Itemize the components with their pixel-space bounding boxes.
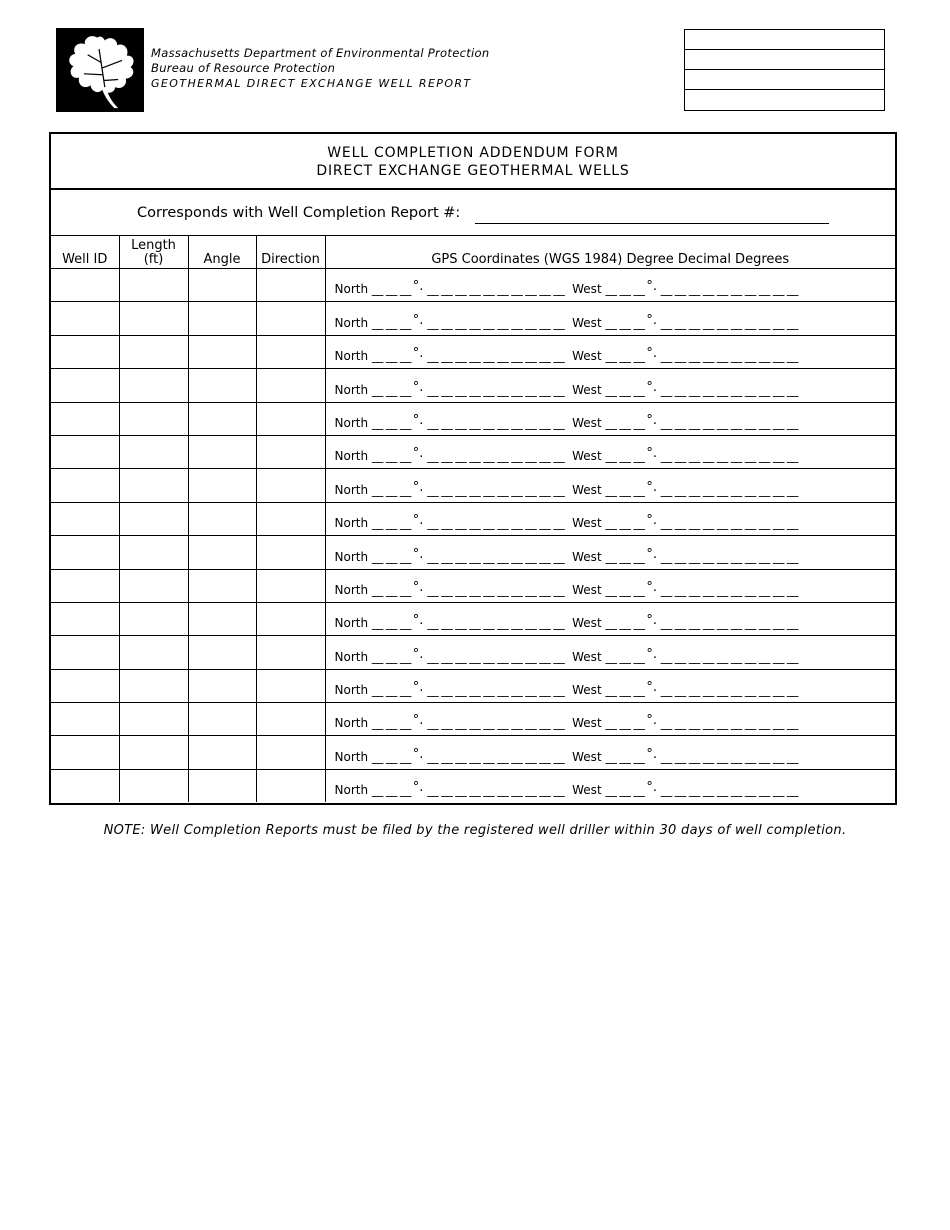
north-label: North: [334, 683, 369, 698]
degree-symbol: °.: [646, 346, 657, 362]
well-id-cell[interactable]: [51, 769, 119, 802]
west-decimal-blank[interactable]: __ __ __ __ __ __ __ __ __ __: [660, 549, 798, 564]
well-id-cell[interactable]: [51, 569, 119, 602]
west-degree-blank[interactable]: __ __ __: [605, 282, 645, 297]
table-row: [51, 602, 895, 635]
degree-symbol: °.: [412, 446, 424, 462]
degree-symbol: °.: [412, 613, 424, 629]
col-angle: Angle: [188, 236, 256, 269]
gps-cell[interactable]: [325, 602, 895, 635]
length-cell[interactable]: [119, 769, 188, 802]
west-decimal-blank[interactable]: __ __ __ __ __ __ __ __ __ __: [660, 516, 798, 531]
degree-symbol: °.: [646, 446, 657, 462]
west-label: West: [572, 683, 602, 698]
degree-symbol: °.: [412, 713, 424, 729]
table-row: [51, 335, 895, 368]
north-degree-blank[interactable]: __ __ __: [371, 482, 411, 497]
north-label: North: [334, 549, 369, 564]
west-degree-blank[interactable]: __ __ __: [605, 616, 645, 631]
direction-cell[interactable]: [256, 703, 325, 736]
west-degree-blank[interactable]: __ __ __: [605, 482, 645, 497]
gps-cell[interactable]: [325, 636, 895, 669]
west-label: West: [572, 549, 602, 564]
north-decimal-blank[interactable]: __ __ __ __ __ __ __ __ __ __: [427, 516, 565, 531]
north-label: North: [334, 716, 369, 731]
west-degree-blank[interactable]: __ __ __: [605, 749, 645, 764]
degree-symbol: °.: [412, 479, 424, 495]
degree-symbol: °.: [412, 346, 424, 362]
north-decimal-blank[interactable]: __ __ __ __ __ __ __ __ __ __: [427, 616, 565, 631]
direction-cell[interactable]: [256, 469, 325, 502]
gps-entry: [334, 279, 798, 297]
direction-cell[interactable]: [256, 769, 325, 802]
table-row: [51, 502, 895, 535]
north-label: North: [334, 516, 369, 531]
length-cell[interactable]: [119, 302, 188, 335]
gps-entry: [334, 546, 798, 565]
length-cell[interactable]: [119, 703, 188, 736]
well-id-cell[interactable]: [51, 636, 119, 669]
table-row: [51, 669, 895, 702]
degree-symbol: °.: [412, 680, 424, 696]
degree-symbol: °.: [412, 312, 424, 328]
well-id-cell[interactable]: [51, 269, 119, 302]
north-decimal-blank[interactable]: __ __ __ __ __ __ __ __ __ __: [427, 282, 565, 297]
degree-symbol: °.: [646, 379, 657, 395]
gps-entry: [334, 479, 798, 498]
col-well-id: Well ID: [51, 236, 119, 269]
west-decimal-blank[interactable]: __ __ __ __ __ __ __ __ __ __: [660, 382, 798, 397]
north-label: North: [334, 783, 369, 798]
degree-symbol: °.: [646, 412, 657, 428]
agency-block: [151, 46, 489, 91]
length-cell[interactable]: [119, 636, 188, 669]
north-degree-blank[interactable]: __ __ __: [371, 616, 411, 631]
direction-cell[interactable]: [256, 369, 325, 402]
north-label: North: [334, 649, 369, 664]
gps-cell[interactable]: [325, 669, 895, 702]
degree-symbol: °.: [646, 780, 657, 796]
angle-cell[interactable]: [188, 736, 256, 769]
north-degree-blank[interactable]: __ __ __: [371, 382, 411, 397]
west-decimal-blank[interactable]: __ __ __ __ __ __ __ __ __ __: [660, 482, 798, 497]
west-label: West: [572, 282, 602, 297]
degree-symbol: °.: [412, 780, 424, 796]
angle-cell[interactable]: [188, 703, 256, 736]
office-use-field[interactable]: [685, 70, 884, 90]
degree-symbol: °.: [646, 746, 657, 762]
corresponds-label: Corresponds with Well Completion Report #:: [137, 205, 461, 221]
north-label: North: [334, 382, 369, 397]
north-degree-blank[interactable]: __ __ __: [371, 649, 411, 664]
angle-cell[interactable]: [188, 636, 256, 669]
direction-cell[interactable]: [256, 502, 325, 535]
degree-symbol: °.: [646, 713, 657, 729]
degree-symbol: °.: [646, 613, 657, 629]
degree-symbol: °.: [646, 312, 657, 328]
length-cell[interactable]: [119, 536, 188, 569]
gps-cell[interactable]: [325, 769, 895, 802]
gps-entry: [334, 446, 798, 464]
length-cell[interactable]: [119, 269, 188, 302]
well-id-cell[interactable]: [51, 302, 119, 335]
west-decimal-blank[interactable]: __ __ __ __ __ __ __ __ __ __: [660, 449, 798, 464]
west-decimal-blank[interactable]: __ __ __ __ __ __ __ __ __ __: [660, 683, 798, 698]
north-label: North: [334, 349, 369, 364]
angle-cell[interactable]: [188, 302, 256, 335]
well-id-cell[interactable]: [51, 402, 119, 435]
west-label: West: [572, 749, 602, 764]
west-label: West: [572, 582, 602, 597]
length-cell[interactable]: [119, 469, 188, 502]
west-label: West: [572, 415, 602, 430]
degree-symbol: °.: [646, 279, 657, 295]
gps-cell[interactable]: [325, 502, 895, 535]
north-degree-blank[interactable]: __ __ __: [371, 582, 411, 597]
direction-cell[interactable]: [256, 269, 325, 302]
degree-symbol: °.: [412, 379, 424, 395]
table-row: [51, 536, 895, 569]
north-degree-blank[interactable]: __ __ __: [371, 415, 411, 430]
gps-entry: [334, 780, 798, 798]
gps-entry: [334, 346, 798, 364]
north-degree-blank[interactable]: __ __ __: [371, 516, 411, 531]
angle-cell[interactable]: [188, 435, 256, 468]
north-degree-blank[interactable]: __ __ __: [371, 749, 411, 764]
well-id-cell[interactable]: [51, 335, 119, 368]
gps-entry: [334, 579, 798, 598]
west-label: West: [572, 382, 602, 397]
west-degree-blank[interactable]: __ __ __: [605, 582, 645, 597]
north-decimal-blank[interactable]: __ __ __ __ __ __ __ __ __ __: [427, 582, 565, 597]
gps-entry: [334, 379, 798, 398]
angle-cell[interactable]: [188, 369, 256, 402]
angle-cell[interactable]: [188, 602, 256, 635]
north-decimal-blank[interactable]: __ __ __ __ __ __ __ __ __ __: [427, 683, 565, 698]
well-table: [51, 236, 895, 802]
north-degree-blank[interactable]: __ __ __: [371, 449, 411, 464]
length-cell[interactable]: [119, 435, 188, 468]
north-degree-blank[interactable]: __ __ __: [371, 783, 411, 798]
west-decimal-blank[interactable]: __ __ __ __ __ __ __ __ __ __: [660, 783, 798, 798]
angle-cell[interactable]: [188, 669, 256, 702]
well-id-cell[interactable]: [51, 469, 119, 502]
north-label: North: [334, 449, 369, 464]
west-decimal-blank[interactable]: __ __ __ __ __ __ __ __ __ __: [660, 349, 798, 364]
north-decimal-blank[interactable]: __ __ __ __ __ __ __ __ __ __: [427, 415, 565, 430]
west-degree-blank[interactable]: __ __ __: [605, 516, 645, 531]
office-use-field[interactable]: [685, 90, 884, 110]
north-label: North: [334, 415, 369, 430]
col-length-unit: (ft): [143, 252, 164, 267]
col-length: [119, 236, 188, 269]
gps-cell[interactable]: [325, 335, 895, 368]
table-row: [51, 469, 895, 502]
gps-entry: [334, 646, 798, 665]
north-label: North: [334, 749, 369, 764]
west-decimal-blank[interactable]: __ __ __ __ __ __ __ __ __ __: [660, 616, 798, 631]
degree-symbol: °.: [412, 546, 424, 562]
west-degree-blank[interactable]: __ __ __: [605, 716, 645, 731]
degree-symbol: °.: [646, 546, 657, 562]
gps-cell[interactable]: [325, 269, 895, 302]
north-label: North: [334, 315, 369, 330]
table-row: [51, 269, 895, 302]
west-label: West: [572, 716, 602, 731]
gps-cell[interactable]: [325, 736, 895, 769]
length-cell[interactable]: [119, 369, 188, 402]
massdep-logo: [56, 28, 144, 112]
gps-cell[interactable]: [325, 569, 895, 602]
direction-cell[interactable]: [256, 402, 325, 435]
degree-symbol: °.: [412, 513, 424, 529]
north-label: North: [334, 582, 369, 597]
table-row: [51, 703, 895, 736]
west-decimal-blank[interactable]: __ __ __ __ __ __ __ __ __ __: [660, 716, 798, 731]
north-decimal-blank[interactable]: __ __ __ __ __ __ __ __ __ __: [427, 716, 565, 731]
north-degree-blank[interactable]: __ __ __: [371, 349, 411, 364]
gps-entry: [334, 613, 798, 631]
well-id-cell[interactable]: [51, 435, 119, 468]
degree-symbol: °.: [646, 479, 657, 495]
table-row: [51, 769, 895, 802]
well-id-cell[interactable]: [51, 369, 119, 402]
west-degree-blank[interactable]: __ __ __: [605, 415, 645, 430]
west-degree-blank[interactable]: __ __ __: [605, 649, 645, 664]
gps-entry: [334, 412, 798, 431]
north-label: North: [334, 282, 369, 297]
length-cell[interactable]: [119, 402, 188, 435]
north-decimal-blank[interactable]: __ __ __ __ __ __ __ __ __ __: [427, 349, 565, 364]
west-label: West: [572, 649, 602, 664]
direction-cell[interactable]: [256, 435, 325, 468]
north-decimal-blank[interactable]: __ __ __ __ __ __ __ __ __ __: [427, 382, 565, 397]
degree-symbol: °.: [646, 579, 657, 595]
corresponds-row: [51, 190, 895, 236]
well-id-cell[interactable]: [51, 703, 119, 736]
gps-cell[interactable]: [325, 469, 895, 502]
well-id-cell[interactable]: [51, 502, 119, 535]
bureau-name: Bureau of Resource Protection: [151, 61, 336, 75]
degree-symbol: °.: [412, 646, 424, 662]
west-label: West: [572, 783, 602, 798]
gps-cell[interactable]: [325, 536, 895, 569]
angle-cell[interactable]: [188, 269, 256, 302]
north-decimal-blank[interactable]: __ __ __ __ __ __ __ __ __ __: [427, 649, 565, 664]
direction-cell[interactable]: [256, 536, 325, 569]
gps-cell[interactable]: [325, 402, 895, 435]
direction-cell[interactable]: [256, 636, 325, 669]
well-id-cell[interactable]: [51, 602, 119, 635]
west-degree-blank[interactable]: __ __ __: [605, 449, 645, 464]
form-title: [51, 134, 895, 190]
north-label: North: [334, 616, 369, 631]
north-decimal-blank[interactable]: __ __ __ __ __ __ __ __ __ __: [427, 549, 565, 564]
north-degree-blank[interactable]: __ __ __: [371, 549, 411, 564]
west-label: West: [572, 315, 602, 330]
west-decimal-blank[interactable]: __ __ __ __ __ __ __ __ __ __: [660, 315, 798, 330]
office-use-field[interactable]: [685, 30, 884, 50]
form-title-line2: DIRECT EXCHANGE GEOTHERMAL WELLS: [316, 163, 630, 179]
length-cell[interactable]: [119, 736, 188, 769]
angle-cell[interactable]: [188, 536, 256, 569]
form-title-line1: WELL COMPLETION ADDENDUM FORM: [327, 145, 619, 161]
table-row: [51, 435, 895, 468]
table-header-row: [51, 236, 895, 269]
north-decimal-blank[interactable]: __ __ __ __ __ __ __ __ __ __: [427, 315, 565, 330]
degree-symbol: °.: [412, 412, 424, 428]
west-decimal-blank[interactable]: __ __ __ __ __ __ __ __ __ __: [660, 582, 798, 597]
length-cell[interactable]: [119, 602, 188, 635]
angle-cell[interactable]: [188, 402, 256, 435]
length-cell[interactable]: [119, 335, 188, 368]
west-degree-blank[interactable]: __ __ __: [605, 783, 645, 798]
angle-cell[interactable]: [188, 335, 256, 368]
table-row: [51, 302, 895, 335]
gps-entry: [334, 680, 798, 698]
length-cell[interactable]: [119, 669, 188, 702]
north-degree-blank[interactable]: __ __ __: [371, 282, 411, 297]
degree-symbol: °.: [646, 513, 657, 529]
angle-cell[interactable]: [188, 569, 256, 602]
agency-name: Massachusetts Department of Environmental Protection: [151, 46, 490, 60]
office-use-field[interactable]: [685, 50, 884, 70]
degree-symbol: °.: [646, 680, 657, 696]
gps-entry: [334, 746, 798, 765]
gps-cell[interactable]: [325, 302, 895, 335]
gps-cell[interactable]: [325, 435, 895, 468]
table-row: [51, 369, 895, 402]
angle-cell[interactable]: [188, 469, 256, 502]
report-number-field[interactable]: [475, 223, 829, 224]
direction-cell[interactable]: [256, 302, 325, 335]
angle-cell[interactable]: [188, 502, 256, 535]
length-cell[interactable]: [119, 569, 188, 602]
degree-symbol: °.: [412, 279, 424, 295]
direction-cell[interactable]: [256, 569, 325, 602]
table-row: [51, 736, 895, 769]
west-decimal-blank[interactable]: __ __ __ __ __ __ __ __ __ __: [660, 649, 798, 664]
degree-symbol: °.: [412, 746, 424, 762]
well-id-cell[interactable]: [51, 736, 119, 769]
table-row: [51, 569, 895, 602]
west-label: West: [572, 616, 602, 631]
north-decimal-blank[interactable]: __ __ __ __ __ __ __ __ __ __: [427, 482, 565, 497]
angle-cell[interactable]: [188, 769, 256, 802]
west-degree-blank[interactable]: __ __ __: [605, 382, 645, 397]
west-label: West: [572, 349, 602, 364]
direction-cell[interactable]: [256, 736, 325, 769]
col-direction: Direction: [256, 236, 325, 269]
table-row: [51, 402, 895, 435]
west-degree-blank[interactable]: __ __ __: [605, 683, 645, 698]
north-decimal-blank[interactable]: __ __ __ __ __ __ __ __ __ __: [427, 749, 565, 764]
north-decimal-blank[interactable]: __ __ __ __ __ __ __ __ __ __: [427, 783, 565, 798]
gps-entry: [334, 713, 798, 731]
north-degree-blank[interactable]: __ __ __: [371, 716, 411, 731]
well-rows: [51, 269, 895, 803]
direction-cell[interactable]: [256, 602, 325, 635]
west-decimal-blank[interactable]: __ __ __ __ __ __ __ __ __ __: [660, 282, 798, 297]
west-label: West: [572, 516, 602, 531]
north-decimal-blank[interactable]: __ __ __ __ __ __ __ __ __ __: [427, 449, 565, 464]
west-label: West: [572, 449, 602, 464]
length-cell[interactable]: [119, 502, 188, 535]
west-degree-blank[interactable]: __ __ __: [605, 349, 645, 364]
degree-symbol: °.: [412, 579, 424, 595]
degree-symbol: °.: [646, 646, 657, 662]
west-decimal-blank[interactable]: __ __ __ __ __ __ __ __ __ __: [660, 415, 798, 430]
direction-cell[interactable]: [256, 669, 325, 702]
north-degree-blank[interactable]: __ __ __: [371, 315, 411, 330]
gps-cell[interactable]: [325, 369, 895, 402]
well-id-cell[interactable]: [51, 536, 119, 569]
gps-entry: [334, 312, 798, 331]
filing-note: NOTE: Well Completion Reports must be filed by the registered well driller within 30 days of well completion.: [103, 823, 847, 838]
north-degree-blank[interactable]: __ __ __: [371, 683, 411, 698]
oak-leaf-icon: [58, 30, 144, 110]
col-gps: GPS Coordinates (WGS 1984) Degree Decimal Degrees: [325, 236, 895, 269]
col-length-label: Length: [131, 238, 176, 253]
west-degree-blank[interactable]: __ __ __: [605, 549, 645, 564]
west-degree-blank[interactable]: __ __ __: [605, 315, 645, 330]
well-id-cell[interactable]: [51, 669, 119, 702]
table-row: [51, 636, 895, 669]
west-label: West: [572, 482, 602, 497]
well-completion-form: [49, 132, 897, 805]
direction-cell[interactable]: [256, 335, 325, 368]
gps-entry: [334, 513, 798, 531]
report-name: GEOTHERMAL DIRECT EXCHANGE WELL REPORT: [151, 77, 472, 90]
gps-cell[interactable]: [325, 703, 895, 736]
office-use-boxes: [684, 29, 885, 111]
north-label: North: [334, 482, 369, 497]
west-decimal-blank[interactable]: __ __ __ __ __ __ __ __ __ __: [660, 749, 798, 764]
